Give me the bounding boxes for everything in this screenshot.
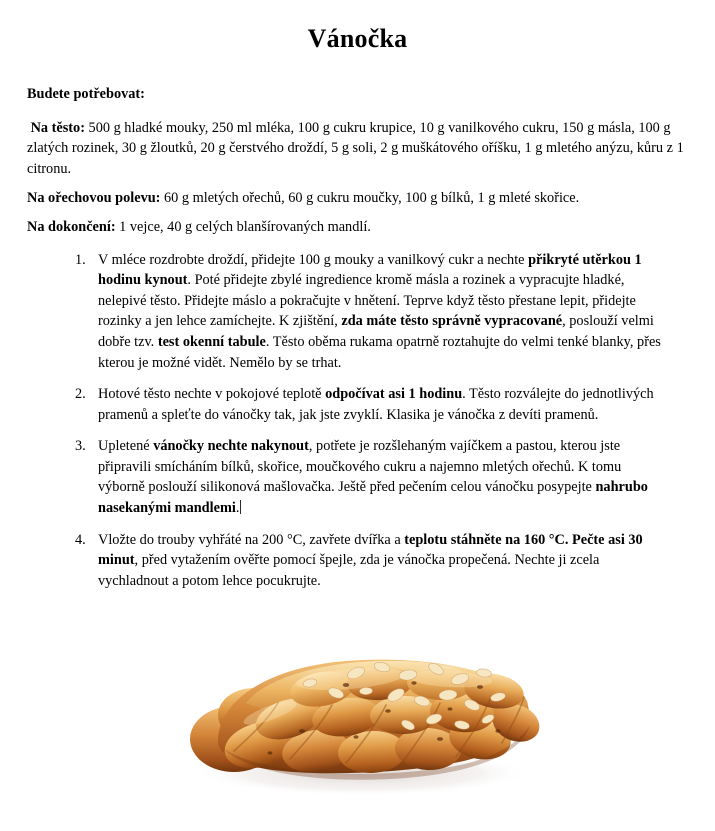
title-spacer [0, 54, 715, 84]
step-1-run-4: zda máte těsto správně vypracované [341, 313, 563, 330]
heading-gap [27, 104, 690, 118]
document-body [0, 84, 715, 591]
step-1-run-3: . Poté přidejte zbylé ingredience kromě másla a rozinek a vypracujte hladké, nelepivé těsto. Přidejte máslo a pokračujte v hnětení. Teprve když těsto přestane lepit, přidejte rozinky a jen lehce zamíchejte. K zjištění, [98, 272, 636, 330]
instruction-step-4 [27, 530, 665, 592]
ingredient-group-dough-text: 500 g hladké mouky, 250 ml mléka, 100 g cukru krupice, 10 g vanilkového cukru, 150 g másla, 100 g zlatých rozinek, 30 g žloutků, 20 g čerstvého droždí, 5 g soli, 2 g muškátového oříšku, 1 g mletého anýzu, kůru z 1 citronu. [27, 120, 684, 177]
ingredients-heading: Budete potřebovat: [27, 85, 145, 102]
step-4-run-1: Vložte do trouby vyhřáté na 200 °C, zavřete dvířka a [98, 531, 405, 548]
instructions-section [27, 250, 690, 592]
step-3-run-5: . [235, 500, 240, 517]
step-1-run-7: . Těsto oběma rukama opatrně roztahujte do velmi tenké blanky, přes kterou je možné vidět. Nemělo by se trhat. [98, 333, 661, 371]
group-gap-1 [27, 179, 690, 188]
step-1-run-5: , poslouží velmi dobře tzv. [98, 313, 654, 350]
instruction-step-1 [27, 250, 665, 373]
step-1-run-6: test okenní tabule [157, 333, 266, 350]
photo-area [0, 609, 715, 824]
step-3-run-4: nahrubo nasekanými mandlemi [98, 479, 648, 517]
page-title: Vánočka [307, 24, 408, 53]
ingredient-group-nut-glaze-label: Na ořechovou polevu: [27, 190, 161, 207]
step-3-run-2: vánočky nechte nakynout [153, 438, 309, 455]
step-2-run-2: odpočívat asi 1 hodinu [325, 386, 463, 403]
instruction-step-3 [27, 436, 665, 518]
step-2-run-1: Hotové těsto nechte v pokojové teplotě [98, 386, 326, 403]
instruction-step-2 [27, 384, 665, 425]
ingredient-group-dough-label: Na těsto: [30, 120, 85, 137]
step-3-run-1: Upletené [98, 438, 154, 455]
step-4-run-2: teplotu stáhněte na 160 °C. Pečte asi 30 minut [98, 531, 643, 569]
step-1-run-1: V mléce rozdrobte droždí, přidejte 100 g mouky a vanilkový cukr a nechte [98, 251, 529, 268]
ingredient-group-finishing-text: 1 vejce, 40 g celých blanšírovaných mandlí. [119, 219, 371, 236]
step-4-run-3: , před vytažením ověřte pomocí špejle, zda je vánočka propečená. Nechte ji zcela vychladnout a potom lehce pocukrujte. [98, 552, 600, 589]
step-3-run-3: , potřete je rozšlehaným vajíčkem a pastou, kterou jste připravili smícháním bílků, skořice, moučkového cukru a najemno mletých ořechů. K tomu výborně poslouží silikonová mašlovačka. Ještě před pečením celou vánočku posypejte [98, 438, 622, 496]
ingredient-group-nut-glaze-text: 60 g mletých ořechů, 60 g cukru moučky, 100 g bílků, 1 g mleté skořice. [164, 190, 580, 207]
vanocka-braided-bread-photo [150, 621, 570, 806]
instruction-steps-list [27, 250, 690, 592]
group-gap-2 [27, 208, 690, 217]
step-2-run-3: . Těsto rozválejte do jednotlivých pramenů a spleťte do vánočky tak, jak jste zvyklí. Klasika je vánočka z devíti pramenů. [98, 386, 654, 423]
ingredient-group-dough [27, 118, 690, 179]
ingredient-group-finishing-label: Na dokončení: [27, 219, 116, 236]
text-cursor-caret [240, 500, 241, 514]
ingredient-group-nut-glaze [27, 188, 690, 208]
step-1-run-2: přikryté utěrkou 1 hodinu kynout [98, 251, 642, 289]
ingredient-group-finishing [27, 217, 690, 237]
